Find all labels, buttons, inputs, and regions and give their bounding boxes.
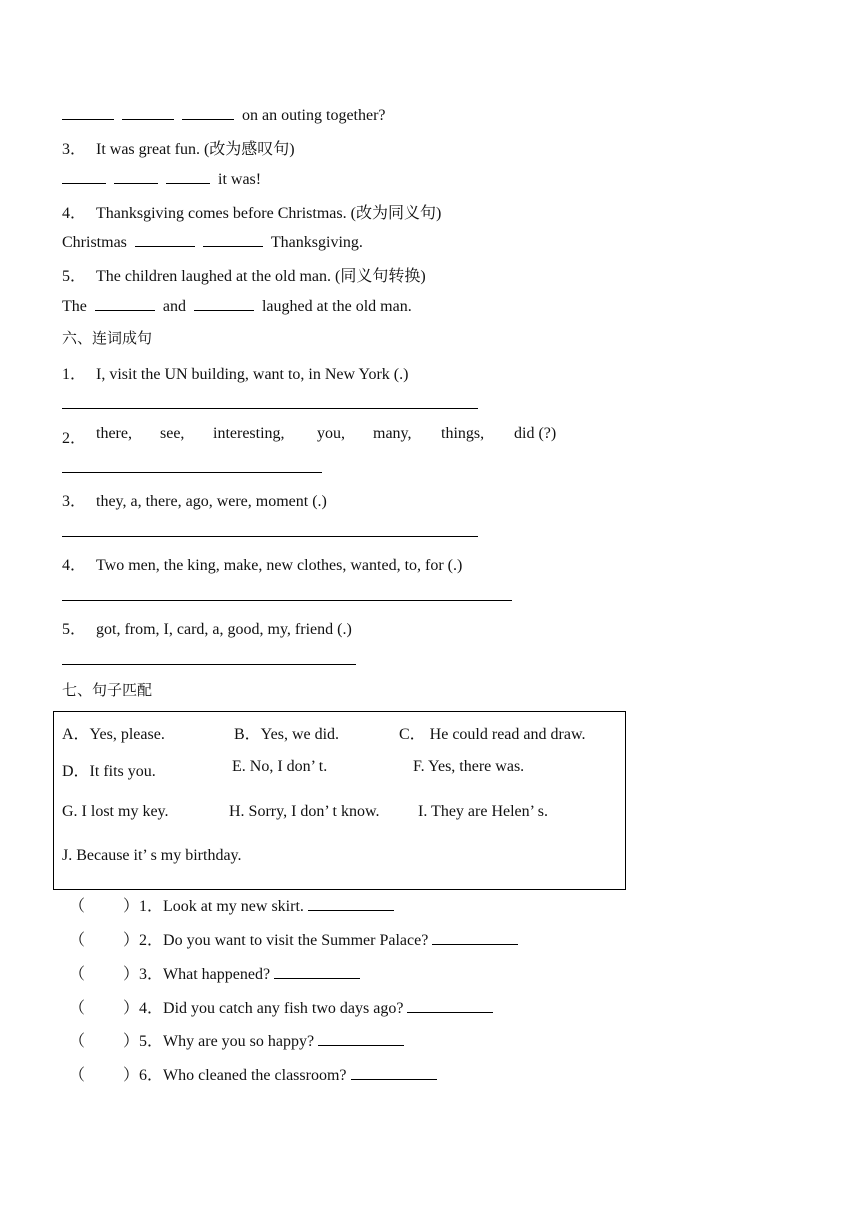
section6-title: 六、连词成句 (62, 329, 153, 347)
question-text: Do you want to visit the Summer Palace? (163, 932, 429, 949)
answer-blank[interactable] (135, 232, 195, 247)
question-number: 3． (62, 141, 87, 158)
word: interesting, (213, 425, 285, 442)
answer-paren-open[interactable]: （ (69, 898, 86, 915)
section6-item-1 (62, 361, 408, 384)
answer-rule[interactable] (62, 536, 478, 537)
question-text: Did you catch any fish two days ago? (163, 1000, 404, 1017)
item-text: I, visit the UN building, want to, in New York (.) (96, 366, 409, 383)
section7-title: 七、句子匹配 (62, 681, 153, 699)
answer-blank[interactable] (62, 169, 106, 184)
item-number: 3． (62, 493, 87, 510)
word: things, (441, 425, 485, 442)
question-text: What happened? (163, 966, 271, 983)
answer-blank[interactable] (95, 296, 155, 311)
match-question-6 (69, 1062, 437, 1085)
item-number: 4． (62, 557, 87, 574)
answer-head: Christmas (62, 234, 127, 251)
match-question-4 (69, 995, 493, 1018)
question-number: 5． (139, 1033, 164, 1050)
section6-item-4 (62, 552, 462, 575)
rewrite-q5-answer-line (62, 296, 412, 316)
answer-rule[interactable] (62, 600, 512, 601)
answer-blank[interactable] (274, 964, 360, 979)
item-number: 1． (62, 366, 87, 383)
rewrite-q3-answer-line (62, 169, 261, 189)
answer-paren-open[interactable]: （ (69, 1000, 86, 1017)
match-question-1 (69, 893, 394, 916)
question-number: 3． (139, 966, 164, 983)
option-b: B．Yes, we did. (234, 726, 340, 743)
question-number: 5． (62, 268, 87, 285)
answer-paren-close: ） (123, 1033, 140, 1050)
section6-item-3 (62, 488, 327, 511)
options-box (53, 711, 626, 890)
answer-blank[interactable] (166, 169, 210, 184)
answer-blank[interactable] (122, 105, 174, 120)
answer-paren-open[interactable]: （ (69, 1067, 86, 1084)
answer-blank[interactable] (318, 1031, 404, 1046)
match-question-2 (69, 927, 518, 950)
answer-blank[interactable] (407, 998, 493, 1013)
answer-blank[interactable] (194, 296, 254, 311)
section6-item-2 (62, 425, 96, 448)
question-number: 2． (139, 932, 164, 949)
question-number: 6． (139, 1067, 164, 1084)
question-number: 4． (62, 205, 87, 222)
option-j: J. Because it’ s my birthday. (62, 847, 242, 864)
answer-blank[interactable] (351, 1065, 437, 1080)
rewrite-q4 (62, 200, 441, 223)
match-question-3 (69, 961, 360, 984)
section6-item-5 (62, 616, 352, 639)
item-text: they, a, there, ago, were, moment (.) (96, 493, 327, 510)
question-text: Thanksgiving comes before Christmas. (改为同义句) (96, 205, 442, 222)
question-text: Who cleaned the classroom? (163, 1067, 347, 1084)
answer-tail: Thanksgiving. (270, 234, 363, 251)
answer-rule[interactable] (62, 664, 356, 665)
option-g: G. I lost my key. (62, 803, 169, 820)
word: you, (317, 425, 345, 442)
answer-blank[interactable] (432, 930, 518, 945)
option-c: C． He could read and draw. (399, 726, 586, 743)
question-number: 1． (139, 898, 164, 915)
answer-paren-close: ） (123, 966, 140, 983)
word: many, (373, 425, 412, 442)
question-text: It was great fun. (改为感叹句) (96, 141, 295, 158)
answer-blank[interactable] (308, 896, 394, 911)
rewrite-q2-answer-line (62, 105, 386, 125)
answer-paren-open[interactable]: （ (69, 966, 86, 983)
word: did (?) (514, 425, 557, 442)
option-d: D．It fits you. (62, 763, 156, 780)
answer-rule[interactable] (62, 408, 478, 409)
answer-paren-open[interactable]: （ (69, 932, 86, 949)
question-text: Why are you so happy? (163, 1033, 315, 1050)
rewrite-q4-answer-line (62, 232, 363, 252)
word: see, (160, 425, 185, 442)
answer-blank[interactable] (62, 105, 114, 120)
option-f: F. Yes, there was. (413, 758, 525, 775)
answer-blank[interactable] (203, 232, 263, 247)
answer-paren-open[interactable]: （ (69, 1033, 86, 1050)
answer-paren-close: ） (123, 1000, 140, 1017)
item-text: Two men, the king, make, new clothes, wanted, to, for (.) (96, 557, 463, 574)
match-question-5 (69, 1028, 404, 1051)
answer-head: The (62, 298, 87, 315)
question-text: The children laughed at the old man. (同义句转换) (96, 268, 426, 285)
question-number: 4． (139, 1000, 164, 1017)
answer-rule[interactable] (62, 472, 322, 473)
item-text: got, from, I, card, a, good, my, friend (.) (96, 621, 352, 638)
answer-blank[interactable] (114, 169, 158, 184)
item-number: 5． (62, 621, 87, 638)
answer-blank[interactable] (182, 105, 234, 120)
answer-paren-close: ） (123, 932, 140, 949)
answer-tail: it was! (218, 171, 262, 188)
answer-tail: on an outing together? (242, 107, 386, 124)
word: there, (96, 425, 132, 442)
rewrite-q3 (62, 136, 295, 159)
answer-paren-close: ） (123, 898, 140, 915)
question-text: Look at my new skirt. (163, 898, 304, 915)
answer-tail: laughed at the old man. (261, 298, 412, 315)
rewrite-q5 (62, 263, 426, 286)
option-i: I. They are Helen’ s. (418, 803, 549, 820)
answer-mid: and (162, 298, 186, 315)
option-a: A．Yes, please. (62, 726, 165, 743)
option-h: H. Sorry, I don’ t know. (229, 803, 380, 820)
item-number: 2． (62, 430, 87, 447)
answer-paren-close: ） (123, 1067, 140, 1084)
option-e: E. No, I don’ t. (232, 758, 328, 775)
